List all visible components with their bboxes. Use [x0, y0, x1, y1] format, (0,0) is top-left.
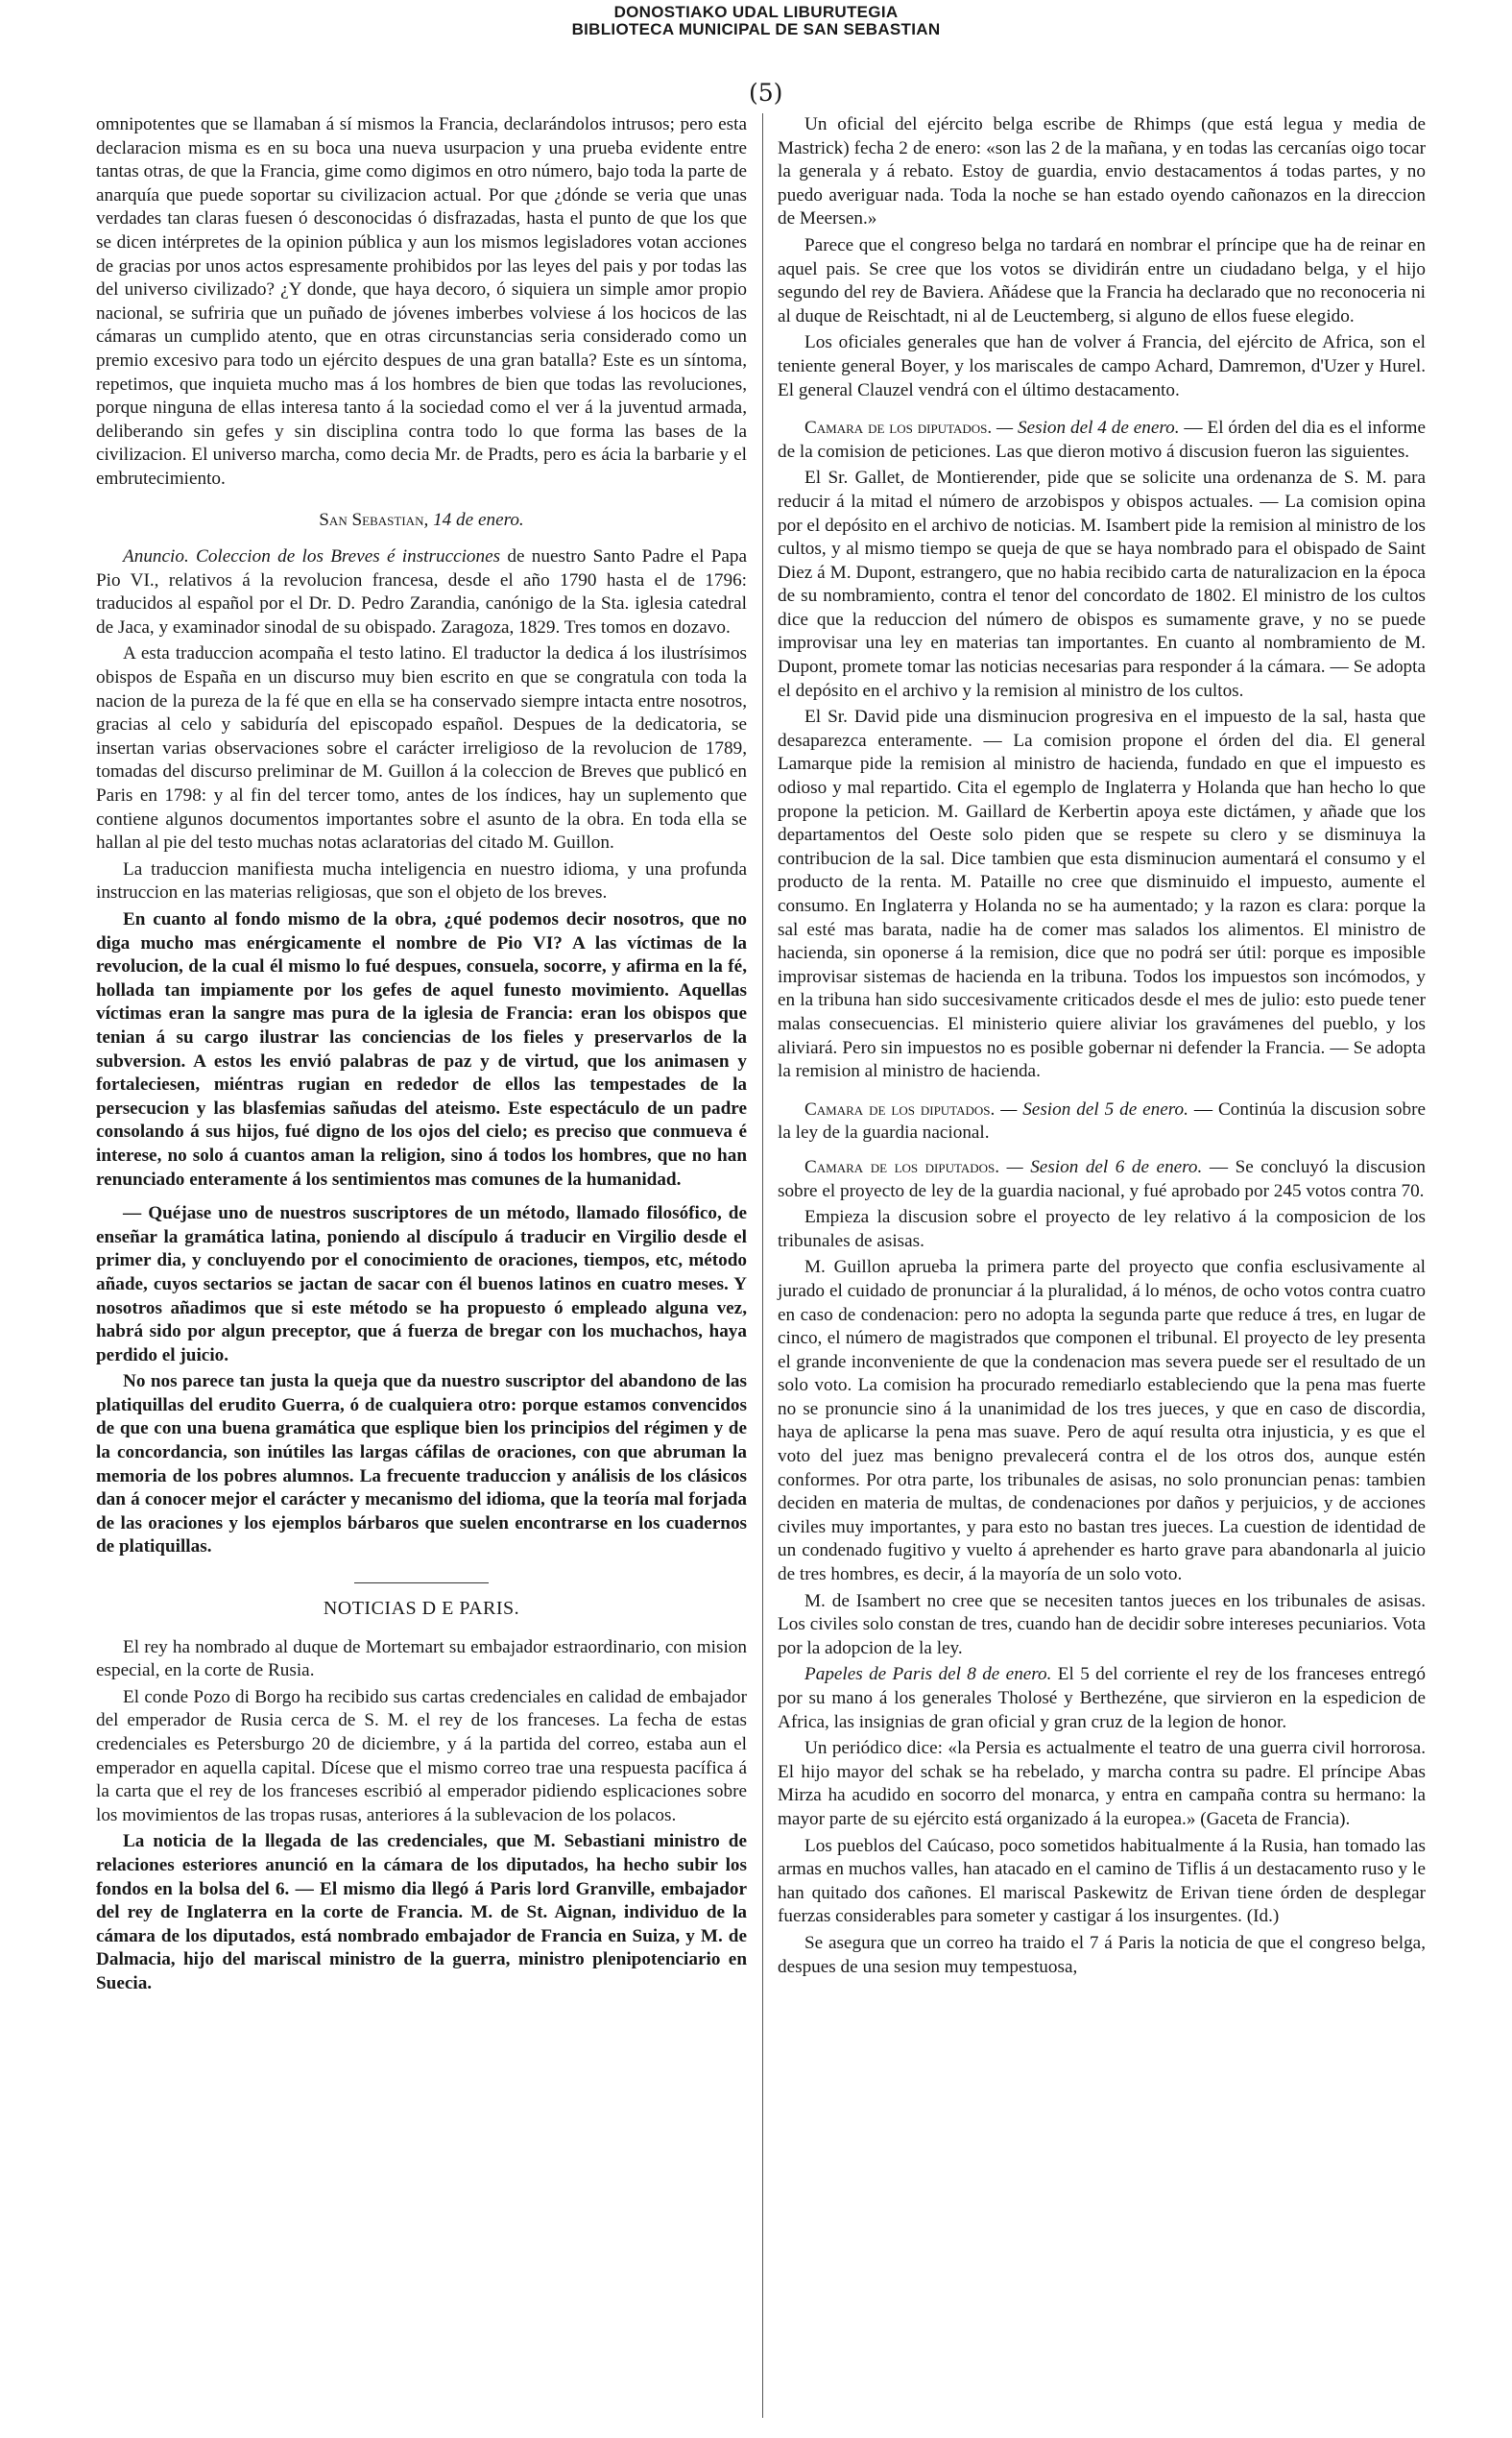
- library-name-basque: DONOSTIAKO UDAL LIBURUTEGIA: [613, 3, 899, 21]
- page-number: (5): [749, 79, 783, 107]
- session-text: — El órden del dia es el informe de la comision de peticiones. Las que dieron motivo á discusion fueron las siguientes.: [778, 418, 1426, 462]
- session-heading: Camara de los diputados.: [804, 1156, 1000, 1177]
- announcement-lead: Anuncio. Coleccion de los Breves é instrucciones: [123, 546, 501, 567]
- session-paragraph: [778, 417, 1426, 464]
- session-date: — Sesion del 6 de enero.: [999, 1156, 1203, 1177]
- session-text: — Se concluyó la discusion sobre el proyecto de ley de la guardia nacional, y fué aprobado por 245 votos contra 70.: [778, 1156, 1426, 1201]
- article-paragraph: A esta traduccion acompaña el testo latino. El traductor la dedica á los ilustrísimos obispos de España en un discurso muy bien escrito en que se congratula con toda la nacion de la pureza de la fé que en ella se ha conservado siempre intacta entre nosotros, gracias al celo y sabiduría del episcopado español. Despues de la dedicatoria, se insertan varias observaciones sobre el carácter irreligioso de la revolucion de 1789, tomadas del discurso preliminar de M. Guillon á la coleccion de Breves que publicó en Paris en 1798: y al fin del tercer tomo, antes de los índices, hay un suplemento que contiene algunos documentos importantes sobre el asunto de la obra. En toda ella se hallan al pie del testo muchas notas aclaratorias del citado M. Guillon.: [96, 643, 747, 854]
- news-paragraph: Empieza la discusion sobre el proyecto de ley relativo á la composicion de los tribunales de asisas.: [778, 1207, 1426, 1251]
- news-paragraph: [778, 1663, 1426, 1734]
- session-heading: Camara de los diputados.: [804, 418, 993, 439]
- news-paragraph: M. Guillon aprueba la primera parte del proyecto que confia esclusivamente al jurado el cuidado de pronunciar á la pluralidad, á lo ménos, de ocho votos contra cuatro en caso de condenacion: pero no adopta la segunda parte que reduce á tres, en lugar de cinco, el número de magistrados que componen el tribunal. El proyecto de ley presenta el grande inconveniente de que la condenacion mas severa puede ser el resultado de un solo voto. La comision ha procurado remediarlo estableciendo que la pena mas fuerte no se pronuncie sino á la unanimidad de los tres jueces, y que en caso de discordia, haya de aplicarse la pena mas suave. Pero de aquí resulta otra injusticia, y es que el voto del juez mas benigno prevalecerá contra el de los otros dos, aunque estén conformes. Por otra parte, los tribunales de asisas, no solo pronuncian penas: tambien deciden en materia de multas, de condenaciones por daños y perjuicios, y de acciones civiles muy importantes, y para esto no bastan tres jueces. La cuestion de identidad de un condenado fugitivo y vuelto á aprehender es harto grave para abandonarla al juicio de tres hombres, es decir, á la mayoría de un solo voto.: [778, 1257, 1426, 1585]
- news-paragraph: La noticia de la llegada de las credenciales, que M. Sebastiani ministro de relaciones esteriores anunció en la cámara de los diputados, ha hecho subir los fondos en la bolsa del 6. — El mismo dia llegó á Paris lord Granville, embajador del rey de Inglaterra en la corte de Francia. M. de St. Aignan, individuo de la cámara de los diputados, está nombrado embajador de Francia en Suiza, y M. de Dalmacia, hijo del mariscal ministro de la guerra, ministro plenipotenciario en Suecia.: [96, 1831, 747, 1993]
- news-paragraph: El Sr. Gallet, de Montierender, pide que se solicite una ordenanza de S. M. para reducir á la mitad el número de arzobispos y obispos actuales. — La comision opina por el depósito en el archivo de noticias. M. Isambert pide la remision al ministro de los cultos, y al mismo tiempo se queja de que se haya nombrado para el obispado de Saint Diez á M. Dupont, estrangero, que no habia recibido carta de naturalizacion en la época de su nombramiento, contra el tenor del concordato de 1802. El ministro de los cultos dice que la reduccion del número de obispos es sumamente grave, y no se puede improvisar una ley en materias tan importantes. En cuanto al nombramiento de M. Dupont, promete tomar las noticias necesarias para responder á la cámara. — Se adopta el depósito en el archivo y la remision al ministro de los cultos.: [778, 468, 1426, 701]
- news-paragraph: Se asegura que un correo ha traido el 7 á Paris la noticia de que el congreso belga, despues de una sesion muy tempestuosa,: [778, 1932, 1426, 1977]
- section-separator: [354, 1582, 489, 1583]
- dateline-date: , 14 de enero.: [423, 509, 524, 530]
- dateline: [96, 509, 747, 533]
- news-paragraph: Un oficial del ejército belga escribe de Rhimps (que está legua y media de Mastrick) fecha 2 de enero: «son las 2 de la mañana, y en todas las cercanías oigo tocar la generala y á rebato. Estoy de guardia, envio destacamentos á todas partes, y no puedo averiguar nada. Toda la noche se han estado oyendo cañonazos en la direccion de Meersen.»: [778, 114, 1426, 229]
- library-stamp: [0, 4, 1512, 38]
- bold-block: [96, 908, 747, 1559]
- news-paragraph: Los pueblos del Caúcaso, poco sometidos habitualmente á la Rusia, han tomado las armas en muchos valles, han atacado en el camino de Tiflis á un destacamento ruso y le han quitado dos cañones. El mariscal Paskewitz de Erivan tiene órden de desplegar fuerzas considerables para someter y castigar á los insurgentes. (Id.): [778, 1835, 1426, 1927]
- session-text: — Continúa la discusion sobre la ley de la guardia nacional.: [778, 1098, 1427, 1144]
- session-heading: Camara de los diputados.: [804, 1098, 996, 1120]
- right-column: [778, 113, 1426, 1982]
- session-date: — Sesion del 4 de enero.: [992, 418, 1180, 439]
- library-name-spanish: BIBLIOTECA MUNICIPAL DE SAN SEBASTIAN: [571, 20, 941, 38]
- news-text: El 5 del corriente el rey de los franceses entregó por su mano á los generales Tholosé y Berthezéne, que sirvieron en la espedicion de Africa, las insignias de gran oficial y gran cruz de la legion de honor.: [778, 1664, 1426, 1732]
- news-paragraph: Parece que el congreso belga no tardará en nombrar el príncipe que ha de reinar en aquel pais. Se cree que los votos se dividirán entre un ciudadano belga, y el hijo segundo del rey de Baviera. Añádese que la Francia ha declarado que no reconoceria ni al duque de Reischtadt, ni al de Leuctemberg, si alguno de ellos fuese elegido.: [778, 234, 1426, 326]
- article-paragraph: La traduccion manifiesta mucha inteligencia en nuestro idioma, y una profunda instruccion en las materias religiosas, que son el objeto de los breves.: [96, 858, 747, 904]
- session-paragraph: [778, 1156, 1426, 1203]
- news-paragraph: El Sr. David pide una disminucion progresiva en el impuesto de la sal, hasta que desaparezca enteramente. — La comision propone el órden del dia. El general Lamarque pide la remision al ministro de hacienda, fundado en que el impuesto es odioso y mal repartido. Cita el egemplo de Inglaterra y Holanda que han hecho lo que propone la peticion. M. Gaillard de Kerbertin apoya este dictámen, y añade que los departamentos del Oeste solo piden que se respete su clero y se disminuya la contribucion de la sal. Dice tambien que esta disminucion aumentará el consumo y el producto de la renta. M. Pataille no cree que disminuido el impuesto, aumente el consumo. En Inglaterra y Holanda no se ha aumentado; y la razon es clara: porque la sal esté mas barata, nadie ha de comer mas salados los alimentos. El ministro de hacienda, sin oponerse á la remision, dice que no podrá ser útil: porque es imposible improvisar sistemas de hacienda en la tribuna. Todos los impuestos son incómodos, y en la tribuna han sido succesivamente criticados desde el mes de julio: esto puede tener malas consecuencias. El ministerio quiere aliviar los gravámenes del pueblo, y los aliviará. Pero sin impuestos no es posible gobernar ni defender la Francia. — Se adopta la remision al ministro de hacienda.: [778, 707, 1426, 1082]
- left-column: [96, 113, 747, 1999]
- news-lead: Papeles de Paris del 8 de enero.: [804, 1664, 1052, 1685]
- news-paragraph: M. de Isambert no cree que se necesiten tantos jueces en los tribunales de asisas. Los civiles solo constan de tres, cuando han de decidir sobre intereses pecuniarios. Vota por la adopcion de la ley.: [778, 1590, 1426, 1658]
- news-paragraph: El rey ha nombrado al duque de Mortemart su embajador estraordinario, con mision especial, en la corte de Rusia.: [96, 1636, 747, 1681]
- section-title-noticias: NOTICIAS D E PARIS.: [323, 1598, 520, 1620]
- news-paragraph: El conde Pozo di Borgo ha recibido sus cartas credenciales en calidad de embajador del emperador de Rusia cerca de S. M. el rey de los franceses. La fecha de estas credenciales es Petersburgo 20 de diciembre, y á la partida del correo, estaba aun el emperador en aquella capital. Dícese que el mismo correo trae una respuesta pacífica á la carta que el rey de los franceses escribió al emperador pidiendo esplicaciones sobre los movimientos de las tropas rusas, anteriores á la sublevacion de los polacos.: [96, 1686, 747, 1825]
- article-paragraph: No nos parece tan justa la queja que da nuestro suscriptor del abandono de las platiquillas del erudito Guerra, ó de cualquiera otro: porque estamos convencidos de que con una buena gramática que esplique bien los principios del régimen y de la concordancia, son inútiles las largas cáfilas de oraciones, con que abruman la memoria de los pobres alumnos. La frecuente traduccion y análisis de los clásicos dan á conocer mejor el carácter y mecanismo del idioma, que la teoría mal forjada de las oraciones y los ejemplos bárbaros que suelen encontrarse en los cuadernos de platiquillas.: [96, 1371, 747, 1557]
- news-paragraph: Un periódico dice: «la Persia es actualmente el teatro de una guerra civil horrorosa. El hijo mayor del schak se ha rebelado, y marcha contra su padre. El príncipe Abas Mirza ha acudido en socorro del monarca, y entra en campaña contra su hermano: la mayor parte de su ejército está organizado á la europea.» (Gaceta de Francia).: [778, 1738, 1426, 1829]
- article-paragraph: — Quéjase uno de nuestros suscriptores de un método, llamado filosófico, de enseñar la gramática latina, poniendo al discípulo á traducir en Virgilio desde el primer dia, y concluyendo por el conocimiento de oraciones, tiempos, etc, método añade, cuyos sectarios se jactan de sacar con él buenos latinos en cuatro meses. Y nosotros añadimos que si este método se ha propuesto ó empleado alguna vez, habrá sido por algun preceptor, que á fuerza de bregar con los muchachos, haya perdido el juicio.: [96, 1203, 747, 1365]
- session-date: — Sesion del 5 de enero.: [995, 1098, 1188, 1120]
- dateline-place: San Sebastian: [319, 509, 424, 530]
- announcement-paragraph: [96, 545, 747, 640]
- article-paragraph: omnipotentes que se llamaban á sí mismos la Francia, declarándolos intrusos; pero esta declaracion misma es en su boca una nueva usurpacion y una prueba evidente entre tantas otras, de que la Francia, gime como digimos en otro número, bajo toda la parte de anarquía que puede soportar su civilizacion actual. Por que ¿dónde se veria que unas verdades tan claras fuesen ó desconocidas ó disfrazadas, hasta el punto de que los que se dicen intérpretes de la opinion pública y aun los mismos legisladores votan acciones de gracias por unos actos espresamente prohibidos por las leyes del pais y por todas las del universo civilizado? ¿Y donde, que haya decoro, ó siquiera un simple amor propio nacional, se sufriria que un puñado de jóvenes imberbes volviese á los hocicos de las cámaras un cumplido atento, que en otras circunstancias seria considerado como un premio excesivo para todo un ejército despues de una gran batalla? Este es un síntoma, repetimos, que inquieta mucho mas á los hombres de bien que todas las revoluciones, porque ninguna de ellas interesa tanto á la sociedad como el ver á la juventud armada, deliberando sin gefes y sin disciplina contra todo lo que forma las bases de la civilizacion. El universo marcha, como decia Mr. de Pradts, pero es ácia la barbarie y el embrutecimiento.: [96, 114, 747, 489]
- article-paragraph: En cuanto al fondo mismo de la obra, ¿qué podemos decir nosotros, que no diga mucho mas enérgicamente el nombre de Pio VI? A las víctimas de la revolucion, de la cual él mismo lo fué despues, consuela, socorre, y afirma en la fé, hollada tan impiamente por los gefes de aquel funesto movimiento. Aquellas víctimas eran la sangre mas pura de la iglesia de Francia: eran los obispos que tenian á su cargo ilustrar las conciencias de los fieles y preservarlos de la subversion. A estos les envió palabras de paz y de virtud, que los animasen y fortaleciesen, miéntras rugian en rededor de ellos las tempestades de la persecucion y las blasfemias sañudas del ateismo. Este espectáculo de un padre consolando á sus hijos, fué digno de los ojos del cielo; es preciso que conmueva é interese, no solo á cuantos aman la religion, sino á todos los hombres, que no han renunciado enteramente á los sentimientos mas comunes de la humanidad.: [96, 909, 747, 1190]
- announcement-text: de nuestro Santo Padre el Papa Pio VI., relativos á la revolucion francesa, desde el año 1790 hasta el de 1796: traducidos al español por el Dr. D. Pedro Zarandia, canónigo de la Sta. iglesia catedral de Jaca, y examinador sinodal de su obispado. Zaragoza, 1829. Tres tomos en dozavo.: [96, 546, 747, 638]
- session-paragraph: [778, 1098, 1426, 1146]
- news-paragraph: Los oficiales generales que han de volver á Francia, del ejército de Africa, son el teniente general Boyer, y los mariscales de campo Achard, Damremon, d'Uzer y Hurel. El general Clauzel vendrá con el último destacamento.: [778, 332, 1426, 400]
- column-divider: [762, 113, 763, 2418]
